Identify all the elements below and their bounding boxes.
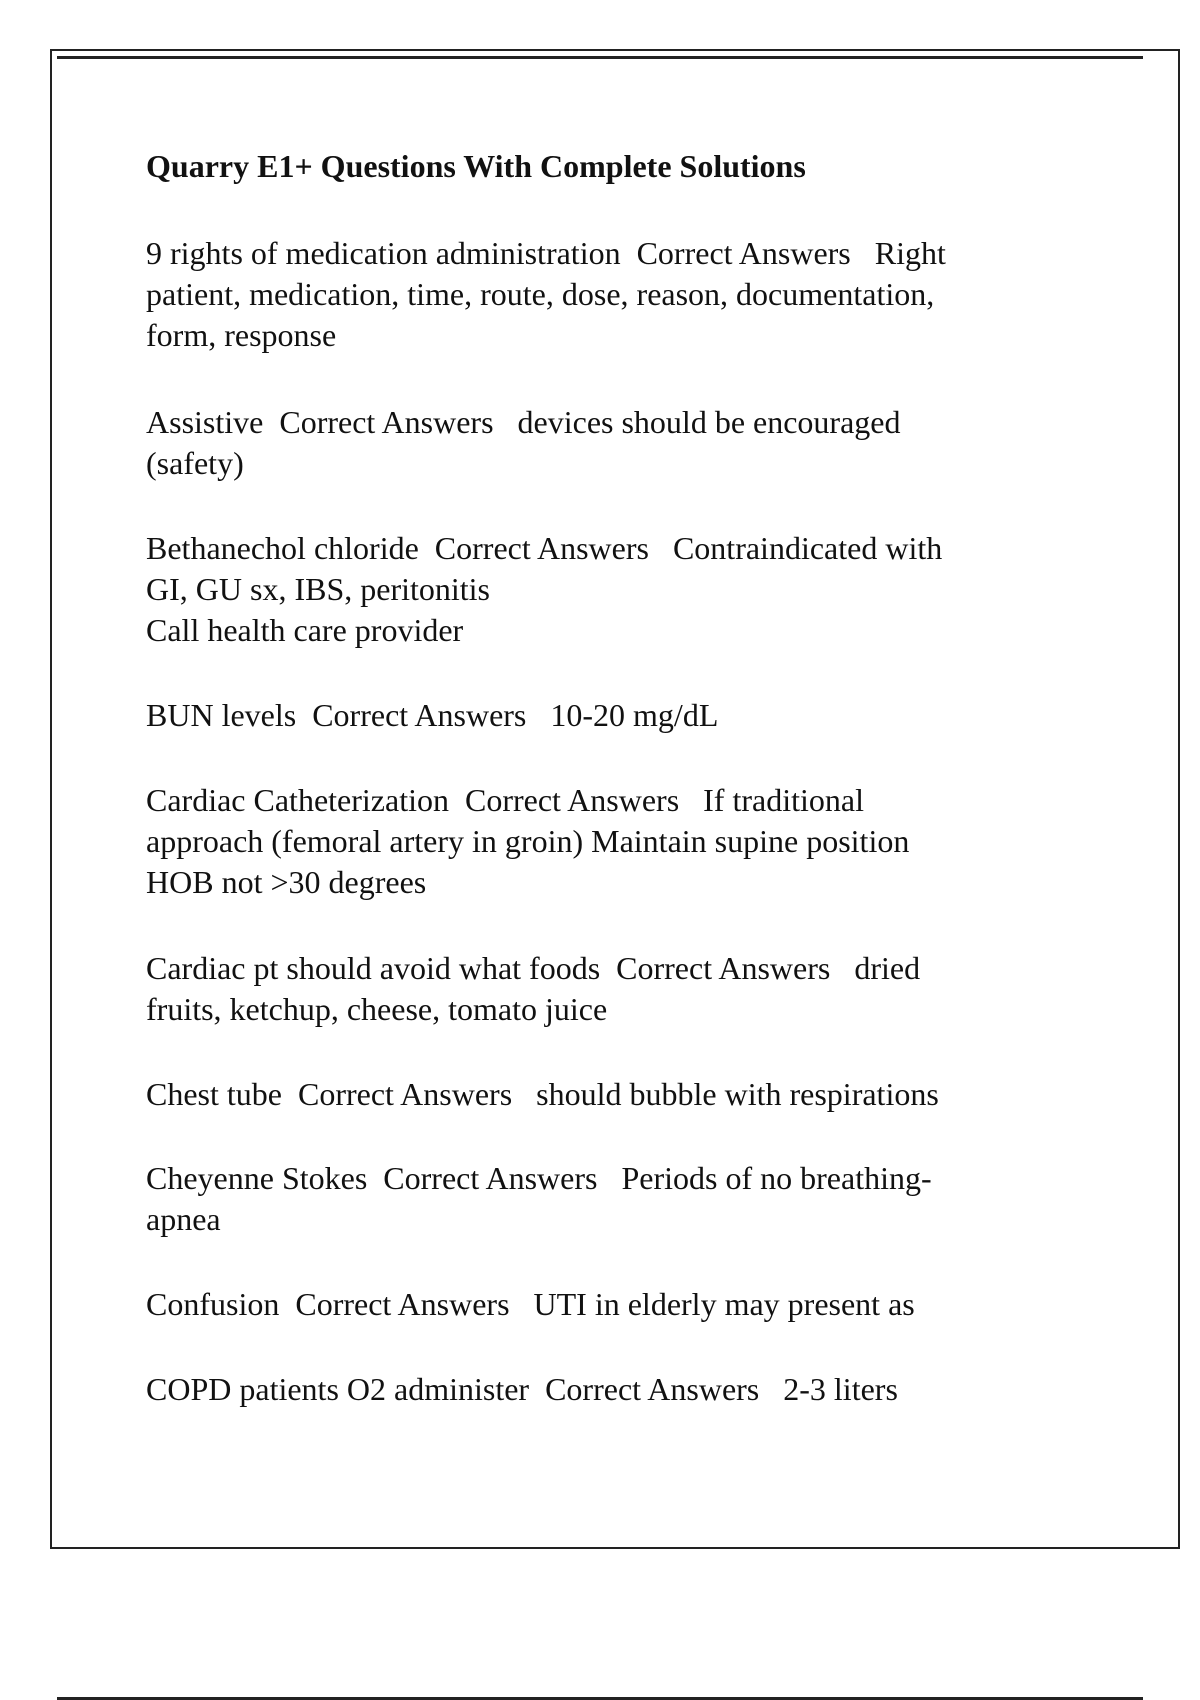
qa-entry-line: fruits, ketchup, cheese, tomato juice [146, 991, 608, 1027]
qa-entry-line: BUN levels Correct Answers 10-20 mg/dL [146, 697, 719, 733]
qa-entry [146, 780, 909, 903]
qa-entry-line: 9 rights of medication administration Correct Answers Right [146, 235, 946, 271]
qa-entry [146, 1074, 939, 1115]
qa-entry [146, 528, 942, 651]
qa-entry [146, 233, 946, 356]
qa-entry-line: form, response [146, 317, 337, 353]
qa-entry-line: Cheyenne Stokes Correct Answers Periods of no breathing- [146, 1160, 932, 1196]
qa-entry-line: patient, medication, time, route, dose, reason, documentation, [146, 276, 935, 312]
qa-entry [146, 1158, 932, 1240]
qa-entry-line: GI, GU sx, IBS, peritonitis [146, 571, 490, 607]
qa-entry-line: (safety) [146, 445, 244, 481]
document-title: Quarry E1+ Questions With Complete Solutions [146, 148, 806, 184]
qa-entry-line: Chest tube Correct Answers should bubble with respirations [146, 1076, 939, 1112]
qa-entry [146, 1369, 898, 1410]
qa-entry-line: Cardiac pt should avoid what foods Correct Answers dried [146, 950, 921, 986]
qa-entry-line: COPD patients O2 administer Correct Answers 2-3 liters [146, 1371, 898, 1407]
qa-entry [146, 695, 718, 736]
qa-entry-line: Cardiac Catheterization Correct Answers If traditional [146, 782, 864, 818]
header-rule [57, 56, 1143, 59]
qa-entry-line: Call health care provider [146, 612, 464, 648]
qa-entry-line: HOB not >30 degrees [146, 864, 427, 900]
qa-entry [146, 948, 920, 1030]
qa-entry-line: Bethanechol chloride Correct Answers Contraindicated with [146, 530, 943, 566]
qa-entry [146, 402, 900, 484]
qa-entry-line: approach (femoral artery in groin) Maintain supine position [146, 823, 910, 859]
qa-entry-line: Confusion Correct Answers UTI in elderly may present as [146, 1286, 915, 1322]
qa-entry-line: apnea [146, 1201, 221, 1237]
qa-entry [146, 1284, 915, 1325]
qa-entry-line: Assistive Correct Answers devices should be encouraged [146, 404, 901, 440]
